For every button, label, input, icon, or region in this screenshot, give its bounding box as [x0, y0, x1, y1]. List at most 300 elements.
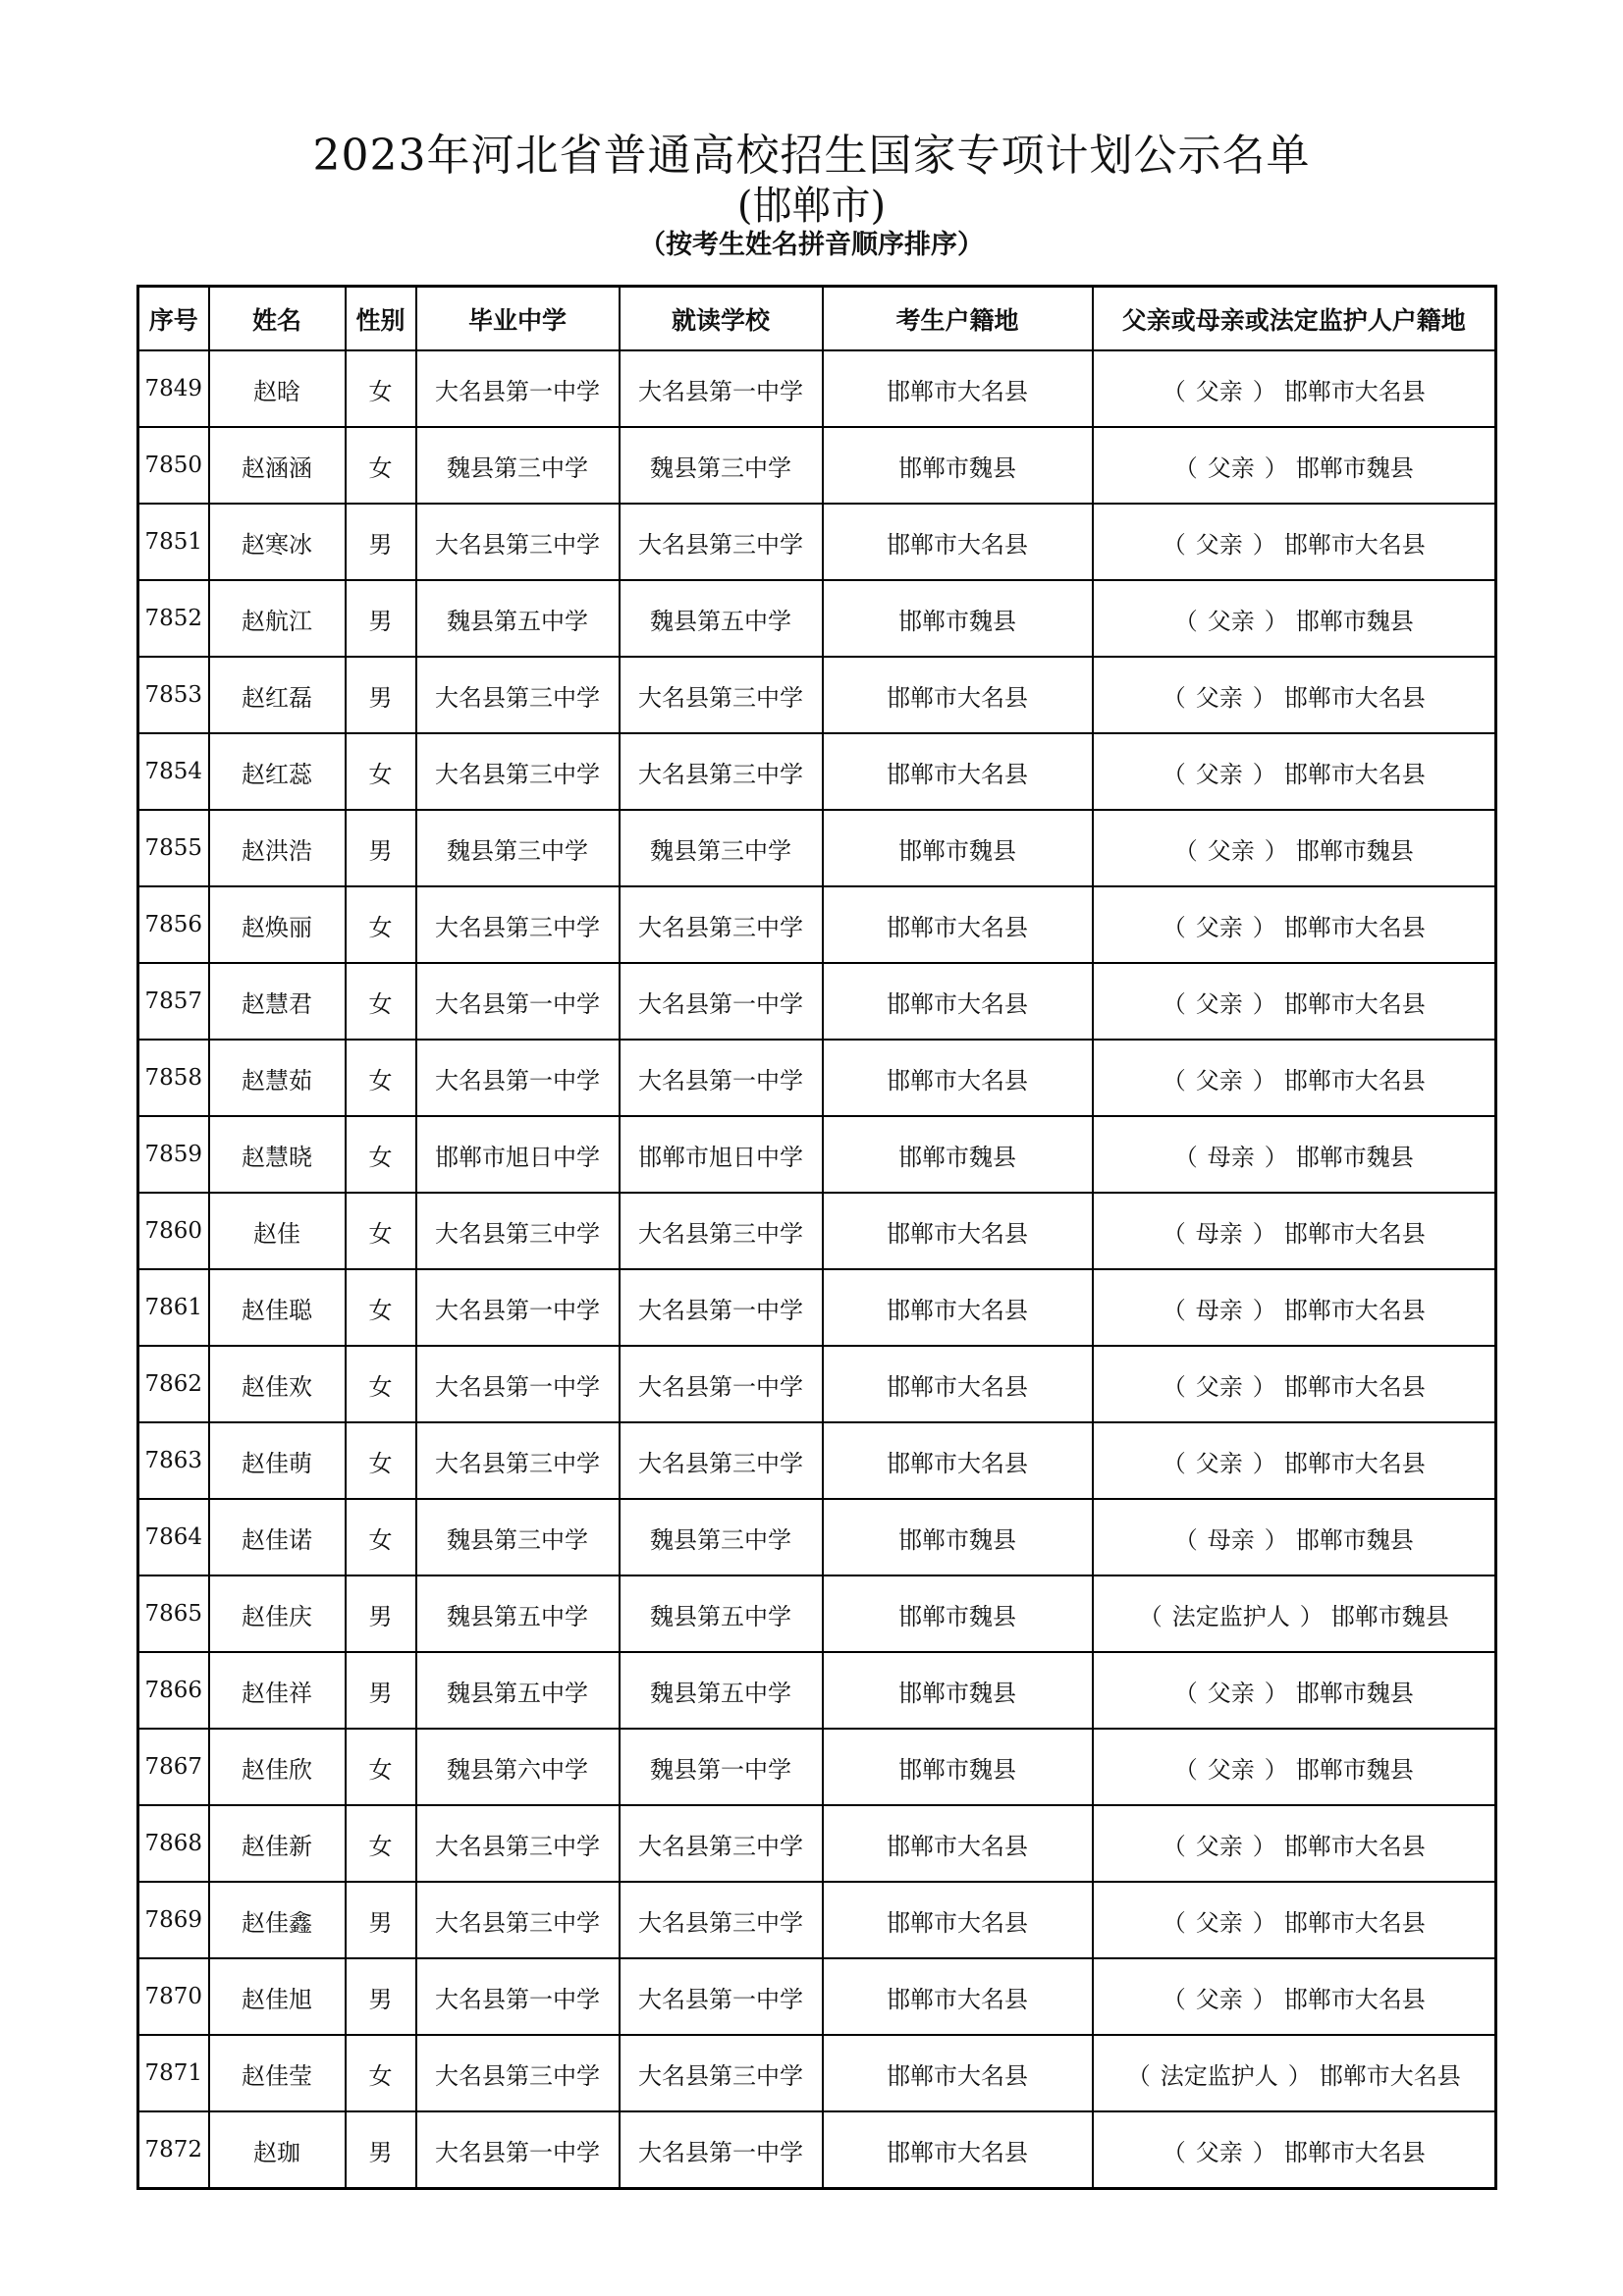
cell-current-school: 大名县第一中学	[620, 1269, 823, 1346]
cell-grad-school: 魏县第六中学	[416, 1729, 620, 1805]
cell-household: 邯郸市魏县	[823, 427, 1093, 504]
paren-open: （	[1162, 913, 1186, 941]
cell-guardian	[1093, 1116, 1496, 1193]
paren-close: ）	[1287, 2061, 1312, 2090]
paren-close: ）	[1252, 1372, 1276, 1401]
cell-guardian	[1093, 1882, 1496, 1958]
cell-gender: 女	[346, 350, 416, 427]
cell-no: 7864	[138, 1499, 209, 1575]
paren-close: ）	[1252, 1832, 1276, 1860]
cell-no: 7852	[138, 580, 209, 657]
cell-gender: 男	[346, 1652, 416, 1729]
cell-current-school: 大名县第三中学	[620, 886, 823, 963]
cell-guardian	[1093, 2035, 1496, 2111]
cell-grad-school: 大名县第三中学	[416, 657, 620, 733]
table-row	[138, 1652, 1496, 1729]
paren-close: ）	[1252, 1449, 1276, 1477]
guardian-place: 邯郸市大名县	[1283, 1066, 1426, 1095]
paren-open: （	[1162, 377, 1186, 405]
table-row	[138, 1116, 1496, 1193]
guardian-relation: 父亲	[1207, 454, 1255, 482]
cell-no: 7855	[138, 810, 209, 886]
guardian-relation: 父亲	[1195, 1908, 1243, 1937]
cell-current-school: 大名县第一中学	[620, 2111, 823, 2189]
cell-household: 邯郸市大名县	[823, 2035, 1093, 2111]
table-row	[138, 580, 1496, 657]
paren-open: （	[1173, 1679, 1198, 1707]
cell-gender: 男	[346, 1575, 416, 1652]
paren-close: ）	[1252, 1296, 1276, 1324]
cell-name: 赵佳诺	[209, 1499, 346, 1575]
cell-household: 邯郸市大名县	[823, 2111, 1093, 2189]
paren-close: ）	[1252, 1985, 1276, 2013]
cell-name: 赵慧茹	[209, 1040, 346, 1116]
paren-close: ）	[1252, 1908, 1276, 1937]
table-row	[138, 963, 1496, 1040]
paren-close: ）	[1264, 1679, 1288, 1707]
cell-current-school: 魏县第五中学	[620, 1575, 823, 1652]
cell-gender: 男	[346, 657, 416, 733]
guardian-relation: 父亲	[1195, 683, 1243, 712]
cell-current-school: 大名县第一中学	[620, 1958, 823, 2035]
cell-name: 赵佳庆	[209, 1575, 346, 1652]
cell-guardian	[1093, 580, 1496, 657]
cell-grad-school: 魏县第五中学	[416, 1575, 620, 1652]
cell-name: 赵佳鑫	[209, 1882, 346, 1958]
cell-guardian	[1093, 1499, 1496, 1575]
cell-household: 邯郸市大名县	[823, 733, 1093, 810]
cell-no: 7871	[138, 2035, 209, 2111]
table-row	[138, 1958, 1496, 2035]
cell-guardian	[1093, 1958, 1496, 2035]
cell-name: 赵慧君	[209, 963, 346, 1040]
paren-close: ）	[1252, 530, 1276, 559]
guardian-place: 邯郸市大名县	[1283, 1832, 1426, 1860]
cell-grad-school: 魏县第三中学	[416, 1499, 620, 1575]
paren-open: （	[1162, 530, 1186, 559]
guardian-relation: 母亲	[1207, 1525, 1255, 1554]
paren-open: （	[1173, 607, 1198, 635]
cell-no: 7859	[138, 1116, 209, 1193]
cell-name: 赵佳新	[209, 1805, 346, 1882]
cell-no: 7851	[138, 504, 209, 580]
cell-household: 邯郸市魏县	[823, 1499, 1093, 1575]
cell-current-school: 魏县第三中学	[620, 810, 823, 886]
cell-guardian	[1093, 2111, 1496, 2189]
cell-grad-school: 大名县第三中学	[416, 733, 620, 810]
cell-gender: 女	[346, 1499, 416, 1575]
guardian-relation: 父亲	[1195, 1832, 1243, 1860]
cell-current-school: 邯郸市旭日中学	[620, 1116, 823, 1193]
cell-guardian	[1093, 427, 1496, 504]
cell-current-school: 大名县第三中学	[620, 1422, 823, 1499]
paren-open: （	[1162, 683, 1186, 712]
cell-gender: 女	[346, 886, 416, 963]
paren-open: （	[1173, 1143, 1198, 1171]
cell-grad-school: 大名县第一中学	[416, 1269, 620, 1346]
cell-household: 邯郸市大名县	[823, 1269, 1093, 1346]
cell-grad-school: 大名县第三中学	[416, 1882, 620, 1958]
paren-close: ）	[1252, 2138, 1276, 2166]
cell-no: 7853	[138, 657, 209, 733]
cell-guardian	[1093, 1193, 1496, 1269]
guardian-relation: 父亲	[1207, 1755, 1255, 1784]
cell-no: 7857	[138, 963, 209, 1040]
guardian-place: 邯郸市大名县	[1283, 760, 1426, 788]
paren-open: （	[1162, 1372, 1186, 1401]
header-no: 序号	[138, 287, 209, 351]
cell-current-school: 大名县第三中学	[620, 504, 823, 580]
cell-grad-school: 大名县第三中学	[416, 2035, 620, 2111]
cell-household: 邯郸市魏县	[823, 1116, 1093, 1193]
paren-close: ）	[1264, 607, 1288, 635]
header-row	[138, 287, 1496, 351]
cell-gender: 女	[346, 1040, 416, 1116]
cell-name: 赵佳萌	[209, 1422, 346, 1499]
guardian-place: 邯郸市魏县	[1295, 1679, 1414, 1707]
paren-open: （	[1162, 1985, 1186, 2013]
cell-guardian	[1093, 350, 1496, 427]
guardian-place: 邯郸市魏县	[1295, 1143, 1414, 1171]
cell-gender: 女	[346, 2035, 416, 2111]
cell-no: 7869	[138, 1882, 209, 1958]
paren-close: ）	[1252, 989, 1276, 1018]
cell-household: 邯郸市魏县	[823, 1729, 1093, 1805]
paren-close: ）	[1252, 913, 1276, 941]
guardian-place: 邯郸市大名县	[1283, 1449, 1426, 1477]
cell-grad-school: 魏县第五中学	[416, 1652, 620, 1729]
guardian-place: 邯郸市魏县	[1295, 836, 1414, 865]
cell-name: 赵慧晓	[209, 1116, 346, 1193]
cell-gender: 男	[346, 1882, 416, 1958]
guardian-relation: 法定监护人	[1171, 1602, 1290, 1630]
table-row	[138, 1575, 1496, 1652]
paren-close: ）	[1299, 1602, 1324, 1630]
table-row	[138, 810, 1496, 886]
cell-gender: 女	[346, 1116, 416, 1193]
sort-note: （按考生姓名拼音顺序排序）	[639, 230, 984, 260]
cell-name: 赵焕丽	[209, 886, 346, 963]
guardian-relation: 母亲	[1195, 1296, 1243, 1324]
cell-current-school: 大名县第一中学	[620, 1346, 823, 1422]
table-row	[138, 1269, 1496, 1346]
page-title: 2023年河北省普通高校招生国家专项计划公示名单	[312, 131, 1311, 181]
cell-current-school: 魏县第三中学	[620, 1499, 823, 1575]
paren-open: （	[1162, 760, 1186, 788]
cell-gender: 女	[346, 1422, 416, 1499]
cell-household: 邯郸市魏县	[823, 580, 1093, 657]
cell-no: 7868	[138, 1805, 209, 1882]
cell-grad-school: 大名县第三中学	[416, 1805, 620, 1882]
cell-current-school: 大名县第一中学	[620, 963, 823, 1040]
cell-gender: 女	[346, 1729, 416, 1805]
cell-grad-school: 大名县第三中学	[416, 1422, 620, 1499]
cell-gender: 男	[346, 1958, 416, 2035]
cell-gender: 女	[346, 733, 416, 810]
cell-current-school: 大名县第三中学	[620, 1882, 823, 1958]
cell-no: 7854	[138, 733, 209, 810]
paren-close: ）	[1264, 1525, 1288, 1554]
table-row	[138, 1040, 1496, 1116]
cell-no: 7861	[138, 1269, 209, 1346]
cell-grad-school: 大名县第一中学	[416, 1346, 620, 1422]
cell-gender: 男	[346, 810, 416, 886]
table-row	[138, 504, 1496, 580]
cell-name: 赵晗	[209, 350, 346, 427]
guardian-relation: 父亲	[1195, 989, 1243, 1018]
paren-close: ）	[1264, 1143, 1288, 1171]
cell-grad-school: 大名县第一中学	[416, 2111, 620, 2189]
guardian-relation: 母亲	[1207, 1143, 1255, 1171]
cell-name: 赵珈	[209, 2111, 346, 2189]
cell-current-school: 大名县第三中学	[620, 657, 823, 733]
cell-gender: 男	[346, 2111, 416, 2189]
cell-household: 邯郸市大名县	[823, 1040, 1093, 1116]
cell-grad-school: 大名县第一中学	[416, 963, 620, 1040]
cell-grad-school: 大名县第一中学	[416, 350, 620, 427]
cell-current-school: 大名县第三中学	[620, 1193, 823, 1269]
paren-open: （	[1162, 1219, 1186, 1248]
paren-open: （	[1162, 1449, 1186, 1477]
cell-guardian	[1093, 886, 1496, 963]
cell-guardian	[1093, 657, 1496, 733]
cell-guardian	[1093, 1040, 1496, 1116]
cell-name: 赵洪浩	[209, 810, 346, 886]
cell-gender: 女	[346, 1346, 416, 1422]
guardian-relation: 父亲	[1207, 1679, 1255, 1707]
guardian-place: 邯郸市大名县	[1283, 989, 1426, 1018]
paren-close: ）	[1252, 377, 1276, 405]
cell-grad-school: 大名县第三中学	[416, 504, 620, 580]
guardian-place: 邯郸市大名县	[1283, 1908, 1426, 1937]
guardian-place: 邯郸市大名县	[1319, 2061, 1461, 2090]
guardian-place: 邯郸市魏县	[1330, 1602, 1449, 1630]
cell-household: 邯郸市大名县	[823, 1346, 1093, 1422]
paren-open: （	[1173, 1755, 1198, 1784]
paren-close: ）	[1252, 1066, 1276, 1095]
cell-household: 邯郸市大名县	[823, 1422, 1093, 1499]
guardian-place: 邯郸市大名县	[1283, 1219, 1426, 1248]
cell-grad-school: 魏县第三中学	[416, 427, 620, 504]
cell-guardian	[1093, 1575, 1496, 1652]
cell-grad-school: 魏县第三中学	[416, 810, 620, 886]
cell-name: 赵佳莹	[209, 2035, 346, 2111]
cell-name: 赵航江	[209, 580, 346, 657]
cell-name: 赵寒冰	[209, 504, 346, 580]
cell-grad-school: 魏县第五中学	[416, 580, 620, 657]
cell-no: 7870	[138, 1958, 209, 2035]
guardian-place: 邯郸市大名县	[1283, 377, 1426, 405]
table-row	[138, 1805, 1496, 1882]
cell-current-school: 大名县第一中学	[620, 350, 823, 427]
table-row	[138, 657, 1496, 733]
cell-household: 邯郸市魏县	[823, 1652, 1093, 1729]
guardian-place: 邯郸市魏县	[1295, 1755, 1414, 1784]
paren-open: （	[1162, 1832, 1186, 1860]
paren-open: （	[1173, 454, 1198, 482]
cell-grad-school: 邯郸市旭日中学	[416, 1116, 620, 1193]
cell-guardian	[1093, 733, 1496, 810]
paren-open: （	[1173, 836, 1198, 865]
table-row	[138, 1729, 1496, 1805]
paren-close: ）	[1252, 683, 1276, 712]
table-row	[138, 886, 1496, 963]
cell-gender: 男	[346, 580, 416, 657]
guardian-relation: 父亲	[1195, 530, 1243, 559]
cell-current-school: 魏县第三中学	[620, 427, 823, 504]
guardian-relation: 父亲	[1195, 377, 1243, 405]
cell-no: 7862	[138, 1346, 209, 1422]
cell-name: 赵佳	[209, 1193, 346, 1269]
guardian-place: 邯郸市大名县	[1283, 1296, 1426, 1324]
cell-gender: 女	[346, 1193, 416, 1269]
paren-open: （	[1162, 2138, 1186, 2166]
cell-guardian	[1093, 810, 1496, 886]
cell-gender: 女	[346, 427, 416, 504]
cell-current-school: 大名县第三中学	[620, 1805, 823, 1882]
cell-no: 7856	[138, 886, 209, 963]
cell-guardian	[1093, 1346, 1496, 1422]
cell-name: 赵涵涵	[209, 427, 346, 504]
guardian-relation: 父亲	[1195, 760, 1243, 788]
cell-household: 邯郸市魏县	[823, 810, 1093, 886]
header-guardian-household: 父亲或母亲或法定监护人户籍地	[1093, 287, 1496, 351]
table-row	[138, 1346, 1496, 1422]
table-row	[138, 1422, 1496, 1499]
paren-open: （	[1126, 2061, 1151, 2090]
cell-no: 7850	[138, 427, 209, 504]
table-row	[138, 1499, 1496, 1575]
table-row	[138, 427, 1496, 504]
cell-current-school: 大名县第一中学	[620, 1040, 823, 1116]
cell-name: 赵佳旭	[209, 1958, 346, 2035]
guardian-relation: 父亲	[1195, 2138, 1243, 2166]
cell-name: 赵佳祥	[209, 1652, 346, 1729]
cell-household: 邯郸市大名县	[823, 1805, 1093, 1882]
cell-household: 邯郸市大名县	[823, 1193, 1093, 1269]
cell-no: 7858	[138, 1040, 209, 1116]
cell-no: 7849	[138, 350, 209, 427]
cell-name: 赵红蕊	[209, 733, 346, 810]
paren-open: （	[1162, 1908, 1186, 1937]
guardian-relation: 父亲	[1195, 1066, 1243, 1095]
cell-gender: 女	[346, 1805, 416, 1882]
cell-current-school: 大名县第三中学	[620, 733, 823, 810]
cell-no: 7872	[138, 2111, 209, 2189]
cell-household: 邯郸市大名县	[823, 504, 1093, 580]
guardian-place: 邯郸市魏县	[1295, 454, 1414, 482]
cell-grad-school: 大名县第一中学	[416, 1040, 620, 1116]
cell-current-school: 魏县第一中学	[620, 1729, 823, 1805]
cell-guardian	[1093, 504, 1496, 580]
cell-guardian	[1093, 1805, 1496, 1882]
cell-no: 7866	[138, 1652, 209, 1729]
cell-no: 7863	[138, 1422, 209, 1499]
roster-table	[136, 285, 1497, 2190]
table-row	[138, 1193, 1496, 1269]
cell-household: 邯郸市大名县	[823, 886, 1093, 963]
guardian-place: 邯郸市大名县	[1283, 2138, 1426, 2166]
paren-open: （	[1173, 1525, 1198, 1554]
guardian-relation: 父亲	[1195, 1985, 1243, 2013]
guardian-relation: 父亲	[1207, 607, 1255, 635]
cell-household: 邯郸市大名县	[823, 657, 1093, 733]
guardian-relation: 父亲	[1195, 1449, 1243, 1477]
table-row	[138, 1882, 1496, 1958]
cell-no: 7865	[138, 1575, 209, 1652]
cell-grad-school: 大名县第一中学	[416, 1958, 620, 2035]
cell-guardian	[1093, 963, 1496, 1040]
guardian-place: 邯郸市大名县	[1283, 1985, 1426, 2013]
guardian-relation: 父亲	[1195, 1372, 1243, 1401]
paren-open: （	[1138, 1602, 1163, 1630]
cell-guardian	[1093, 1652, 1496, 1729]
guardian-place: 邯郸市魏县	[1295, 1525, 1414, 1554]
guardian-place: 邯郸市魏县	[1295, 607, 1414, 635]
cell-household: 邯郸市大名县	[823, 1882, 1093, 1958]
cell-guardian	[1093, 1729, 1496, 1805]
cell-no: 7860	[138, 1193, 209, 1269]
cell-household: 邯郸市大名县	[823, 963, 1093, 1040]
paren-close: ）	[1264, 454, 1288, 482]
cell-name: 赵红磊	[209, 657, 346, 733]
cell-gender: 女	[346, 1269, 416, 1346]
cell-name: 赵佳欢	[209, 1346, 346, 1422]
paren-open: （	[1162, 1066, 1186, 1095]
table-row	[138, 2111, 1496, 2189]
page-subtitle: (邯郸市)	[736, 184, 887, 229]
cell-current-school: 大名县第三中学	[620, 2035, 823, 2111]
table-row	[138, 350, 1496, 427]
guardian-relation: 母亲	[1195, 1219, 1243, 1248]
cell-gender: 男	[346, 504, 416, 580]
header-gender: 性别	[346, 287, 416, 351]
cell-name: 赵佳欣	[209, 1729, 346, 1805]
cell-guardian	[1093, 1422, 1496, 1499]
cell-current-school: 魏县第五中学	[620, 1652, 823, 1729]
cell-household: 邯郸市大名县	[823, 1958, 1093, 2035]
paren-close: ）	[1264, 836, 1288, 865]
cell-gender: 女	[346, 963, 416, 1040]
table-row	[138, 2035, 1496, 2111]
guardian-relation: 法定监护人	[1160, 2061, 1278, 2090]
guardian-relation: 父亲	[1195, 913, 1243, 941]
cell-household: 邯郸市大名县	[823, 350, 1093, 427]
cell-no: 7867	[138, 1729, 209, 1805]
cell-current-school: 魏县第五中学	[620, 580, 823, 657]
header-grad-school: 毕业中学	[416, 287, 620, 351]
header-name: 姓名	[209, 287, 346, 351]
header-current-school: 就读学校	[620, 287, 823, 351]
guardian-place: 邯郸市大名县	[1283, 913, 1426, 941]
guardian-relation: 父亲	[1207, 836, 1255, 865]
guardian-place: 邯郸市大名县	[1283, 530, 1426, 559]
paren-close: ）	[1252, 1219, 1276, 1248]
paren-open: （	[1162, 989, 1186, 1018]
cell-household: 邯郸市魏县	[823, 1575, 1093, 1652]
paren-open: （	[1162, 1296, 1186, 1324]
cell-grad-school: 大名县第三中学	[416, 886, 620, 963]
guardian-place: 邯郸市大名县	[1283, 1372, 1426, 1401]
guardian-place: 邯郸市大名县	[1283, 683, 1426, 712]
cell-grad-school: 大名县第三中学	[416, 1193, 620, 1269]
cell-name: 赵佳聪	[209, 1269, 346, 1346]
cell-guardian	[1093, 1269, 1496, 1346]
paren-close: ）	[1252, 760, 1276, 788]
header-household: 考生户籍地	[823, 287, 1093, 351]
paren-close: ）	[1264, 1755, 1288, 1784]
table-row	[138, 733, 1496, 810]
